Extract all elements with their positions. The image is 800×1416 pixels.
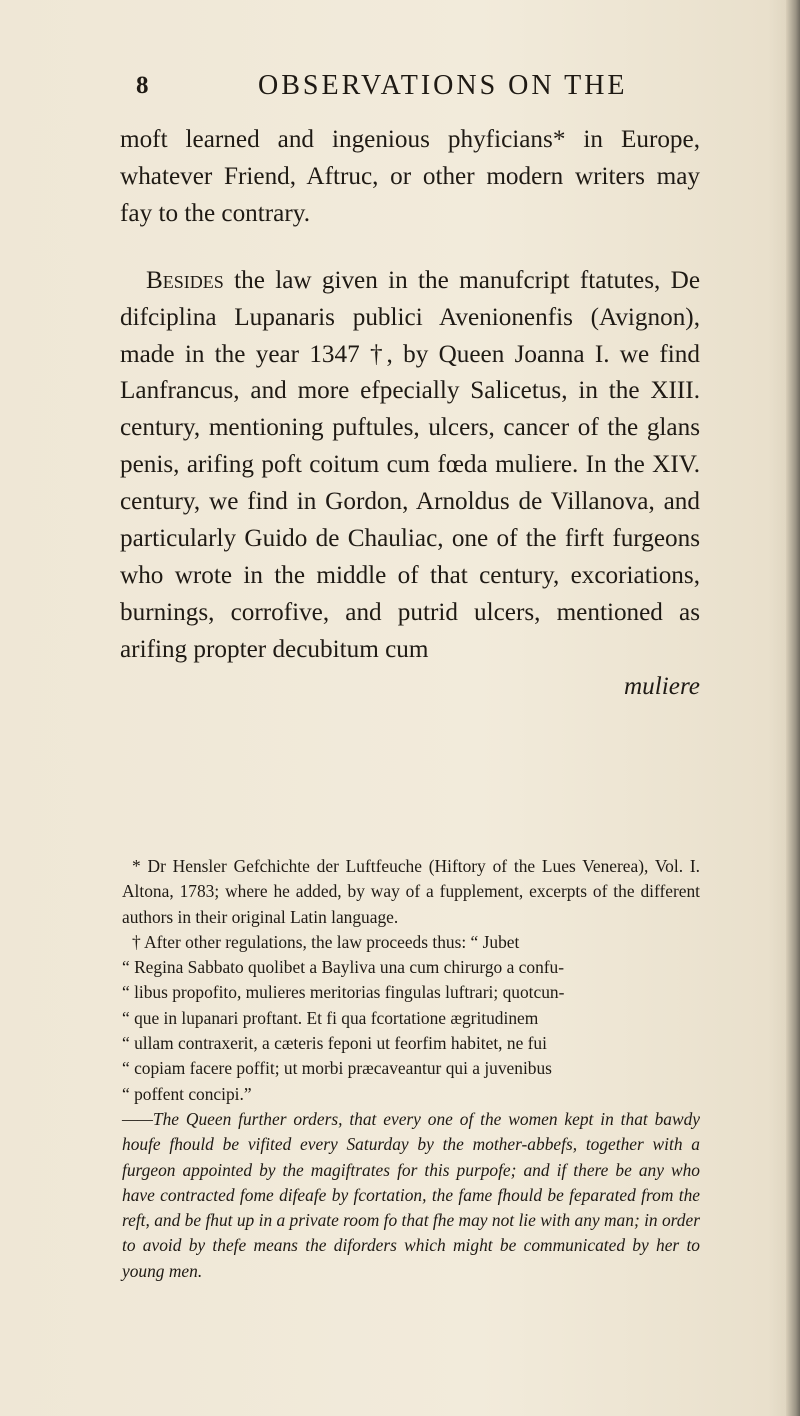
paragraph-2-text: the law given in the manufcript ftatutes, De difciplina Lupanaris publici Avenionenfis (Avignon), made in the year 1347 †, by Queen Joanna I. we find Lanfrancus, and more efpecially Salicetus, in the XIII. century, mentioning puftules, ulcers, cancer of the glans penis, arifing poft coitum cum fœda muliere. In the XIV. century, we find in Gordon, Arnoldus de Villanova, and particularly Guido de Chauliac, one of the firft furgeons who wrote in the middle of that century, excoriations, burnings, corrofive, and putrid ulcers, mentioned as arifing propter decubitum cum — [120, 266, 701, 663]
quote-line: “ Regina Sabbato quolibet a Bayliva una cum chirurgo a confu- — [122, 957, 565, 978]
quote-line: “ copiam facere poffit; ut morbi præcaveantur qui a juvenibus — [122, 1058, 552, 1079]
catchword: muliere — [623, 672, 700, 700]
paragraph-2 — [120, 263, 700, 669]
footnotes — [122, 854, 700, 1284]
page-header — [118, 66, 718, 106]
footnote-2-intro: † After other regulations, the law proceeds thus: “ Jubet — [132, 931, 520, 952]
paragraph-2-lead: Besides — [146, 266, 224, 294]
main-text — [120, 122, 700, 706]
paragraph-1: moft learned and ingenious phyficians* in Europe, whatever Friend, Aftruc, or other modern writers may fay to the contrary. — [120, 126, 700, 227]
quote-line: “ que in lupanari proftant. Et fi qua fcortatione ægritudinem — [122, 1007, 539, 1028]
running-head: OBSERVATIONS ON THE — [258, 70, 628, 101]
page-edge-shadow — [786, 0, 800, 1416]
footnote-2-translation: ——The Queen further orders, that every one of the women kept in that bawdy houfe fhould be vifited every Saturday by the mother-abbefs, together with a furgeon appointed by the magiftrates for this purpofe; and if there be any who have contracted fome difeafe by fcortation, the fame fhould be feparated from the reft, and be fhut up in a private room fo that fhe may not lie with any man; in order to avoid by thefe means the diforders which might be communicated by her to young men. — [122, 1108, 700, 1281]
page-number: 8 — [136, 72, 149, 99]
footnote-1: * Dr Hensler Gefchichte der Luftfeuche (Hiftory of the Lues Venerea), Vol. I. Altona, 1783; where he added, by way of a fupplement, excerpts of the different authors in their original Latin language. — [122, 856, 700, 927]
quote-line: “ ullam contraxerit, a cæteris feponi ut feorfim habitet, ne fui — [122, 1033, 547, 1054]
footnote-2-quote — [122, 955, 700, 1107]
quote-line: “ poffent concipi.” — [122, 1083, 252, 1104]
quote-line: “ libus propofito, mulieres meritorias fingulas luftrari; quotcun- — [122, 982, 565, 1003]
